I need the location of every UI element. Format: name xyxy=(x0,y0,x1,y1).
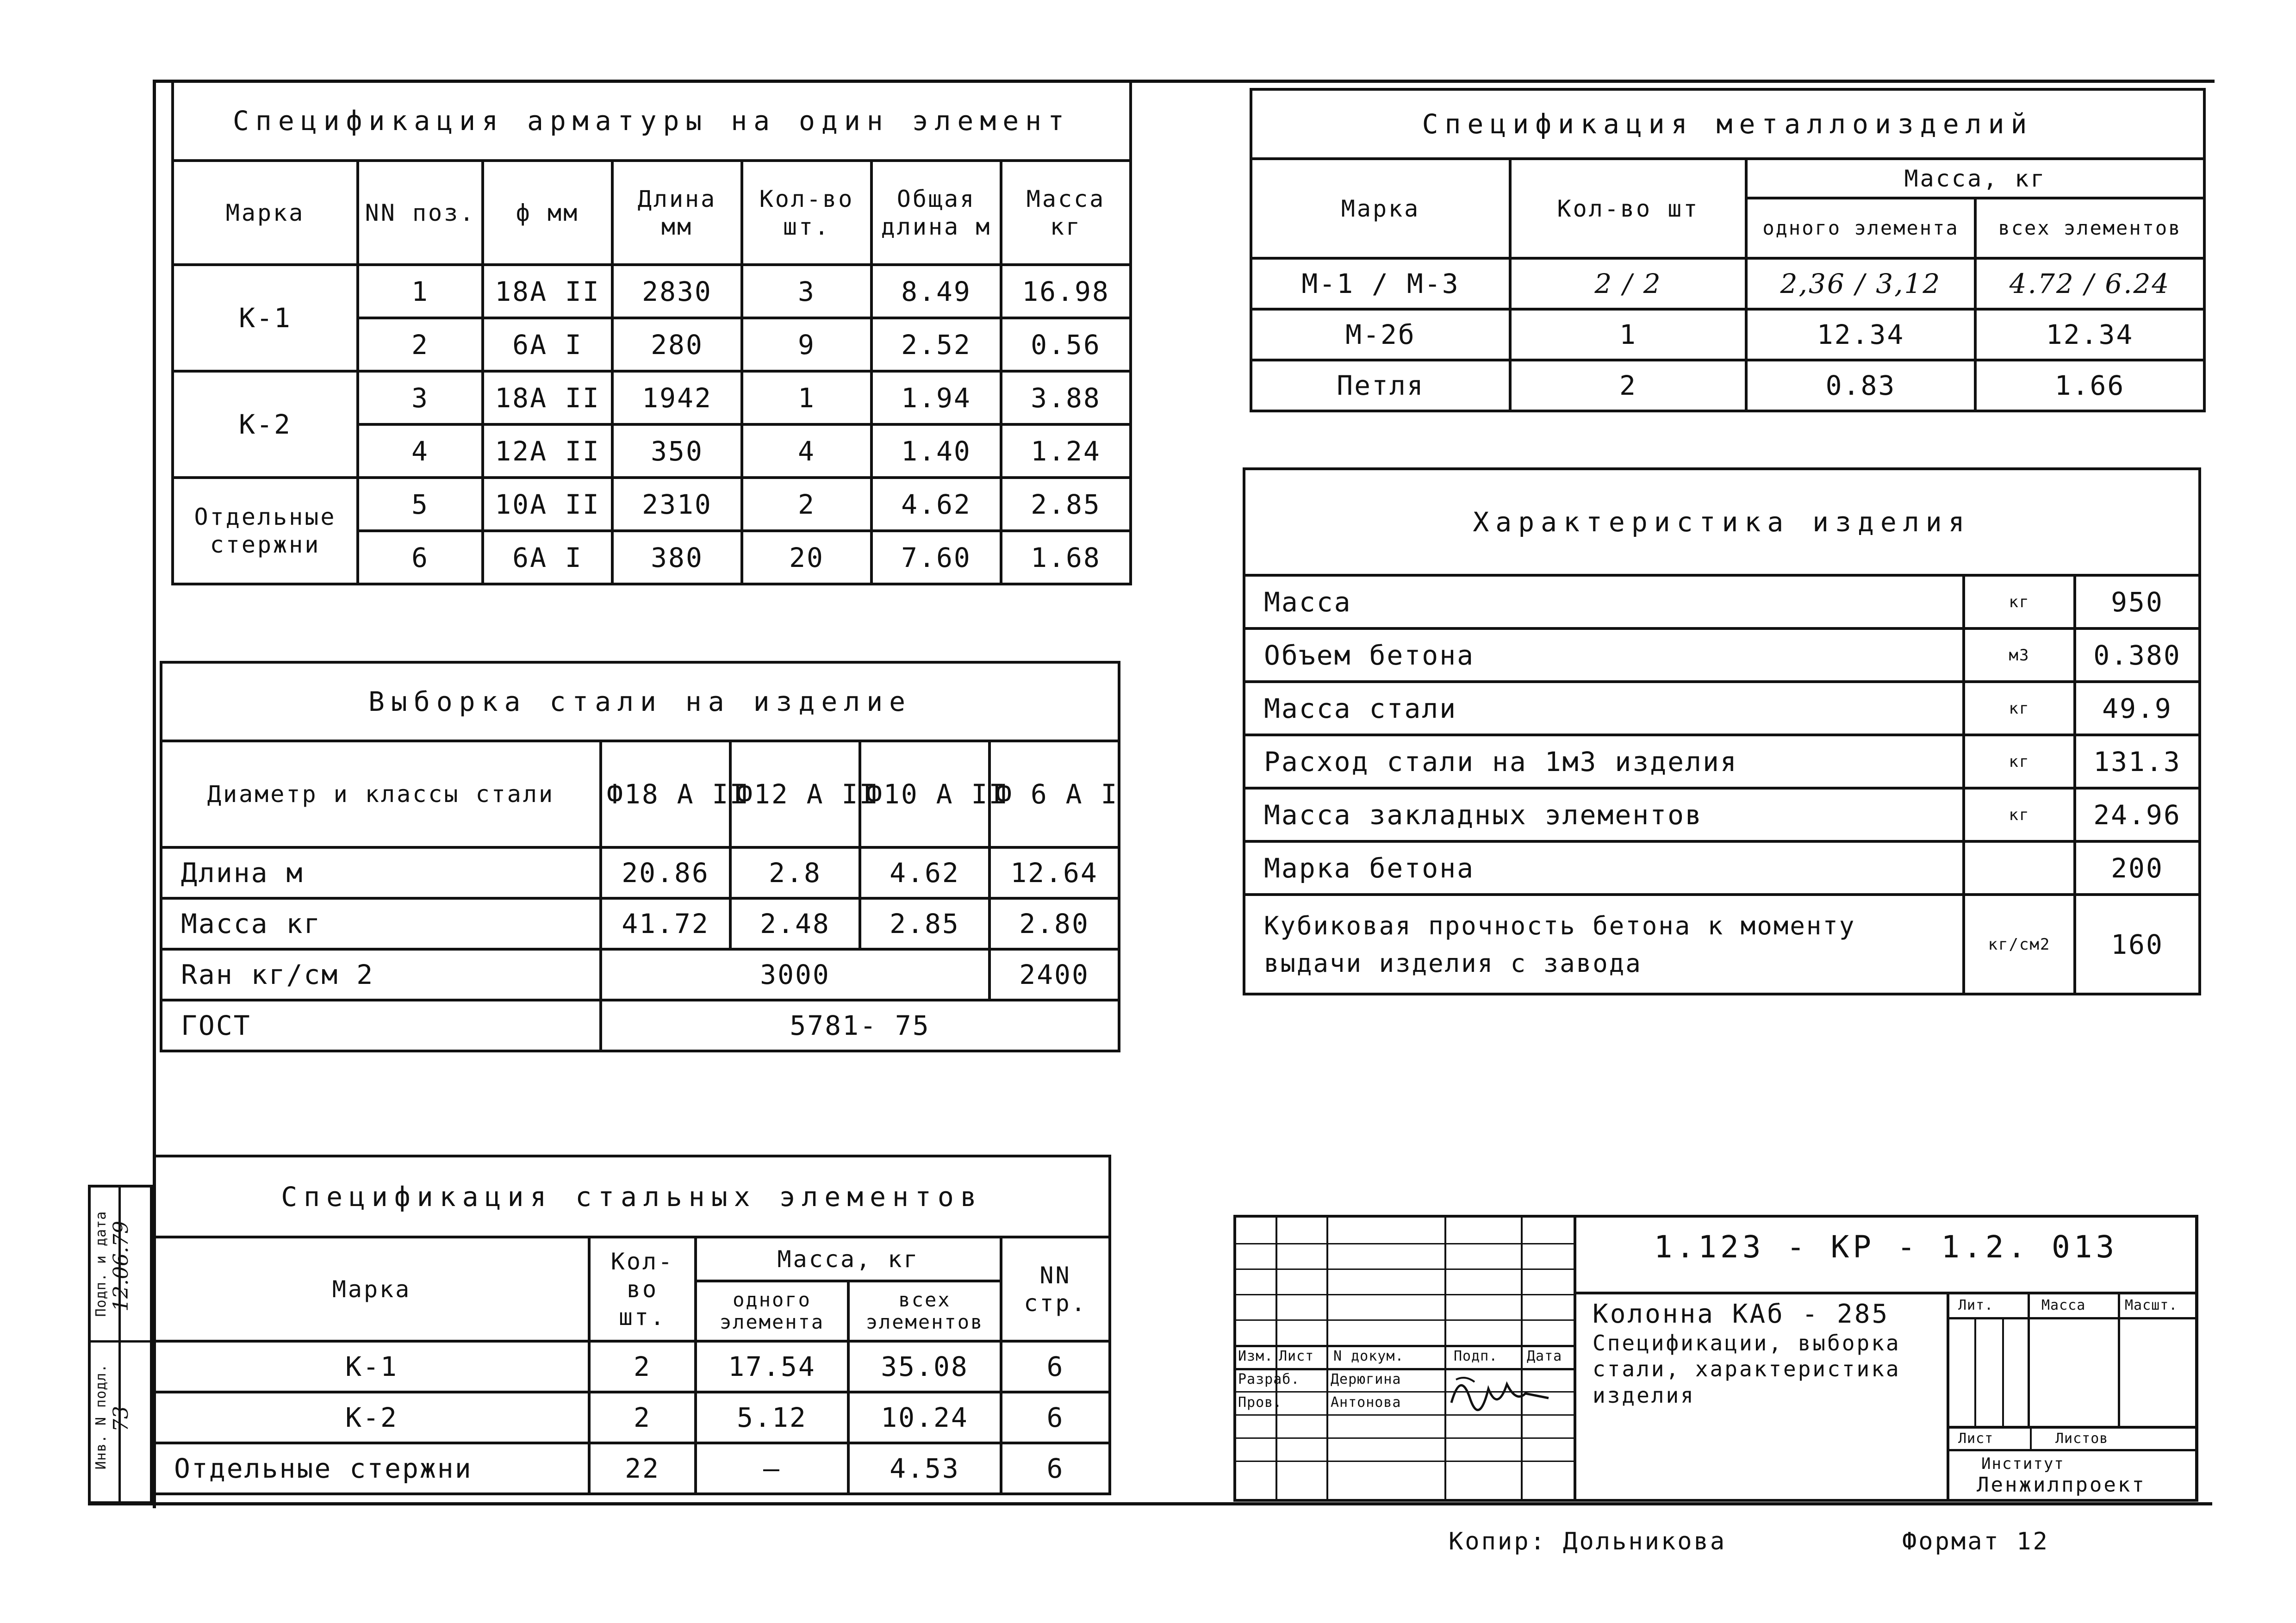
rebar-total: 8.49 xyxy=(871,265,1001,318)
char-value: 49.9 xyxy=(2075,682,2200,735)
table-row xyxy=(1244,841,2200,895)
metal-qty: 1 xyxy=(1510,309,1746,360)
metal-all: 1.66 xyxy=(1975,360,2204,411)
char-unit: кг xyxy=(1964,788,2075,841)
metal-mark: Петля xyxy=(1251,360,1510,411)
rebar-mark: К-2 xyxy=(173,371,358,478)
steel-elem-all: 35.08 xyxy=(848,1341,1001,1392)
tb-desc-line: стали, характеристика xyxy=(1593,1356,1901,1382)
table-row xyxy=(173,371,1131,424)
tb-desc-line: Спецификации, выборка xyxy=(1593,1331,1901,1356)
tb-mass: Масса xyxy=(2041,1297,2086,1313)
rebar-dia: 12А II xyxy=(483,424,612,478)
steel-length-label: Длина м xyxy=(161,847,601,898)
tb-sheets: Листов xyxy=(2055,1430,2109,1447)
steel-elem-mark: К-1 xyxy=(154,1341,589,1392)
tb-col-doc: N докум. xyxy=(1333,1348,1404,1364)
rebar-header-pos: NN поз. xyxy=(358,161,483,265)
metal-all: 12.34 xyxy=(1975,309,2204,360)
rebar-qty: 3 xyxy=(742,265,871,318)
rebar-total: 1.40 xyxy=(871,424,1001,478)
rebar-header-len: Длина мм xyxy=(612,161,742,265)
char-name-line2: выдачи изделия с завода xyxy=(1264,948,1642,978)
char-name xyxy=(1244,895,1964,994)
char-unit: кг xyxy=(1964,575,2075,628)
char-name-line1: Кубиковая прочность бетона к моменту xyxy=(1264,911,1856,940)
steel-elem-one: — xyxy=(696,1443,848,1494)
rebar-mass: 0.56 xyxy=(1001,318,1131,371)
steel-elem-header-page: NN стр. xyxy=(1001,1237,1110,1341)
steel-elem-page: 6 xyxy=(1001,1392,1110,1443)
table-row xyxy=(154,1443,1110,1494)
steel-elem-page: 6 xyxy=(1001,1443,1110,1494)
rebar-total: 2.52 xyxy=(871,318,1001,371)
rebar-dia: 18А II xyxy=(483,371,612,424)
metal-one: 12.34 xyxy=(1746,309,1975,360)
table-row xyxy=(173,478,1131,531)
char-unit xyxy=(1964,841,2075,895)
rebar-mark: Отдельные стержни xyxy=(173,478,358,584)
title-block xyxy=(1233,1215,2198,1502)
rebar-pos: 2 xyxy=(358,318,483,371)
steel-elem-qty: 2 xyxy=(589,1392,696,1443)
side-stamp xyxy=(88,1185,153,1504)
rebar-len: 280 xyxy=(612,318,742,371)
steel-length: 12.64 xyxy=(989,847,1119,898)
steel-elem-table xyxy=(153,1155,1111,1495)
metal-header-qty: Кол-во шт xyxy=(1510,159,1746,258)
rebar-dia: 6А I xyxy=(483,318,612,371)
rebar-dia: 18А II xyxy=(483,265,612,318)
table-row xyxy=(161,1000,1119,1051)
tb-code: 1.123 - КР - 1.2. 013 xyxy=(1654,1229,2118,1265)
metal-header-mass: Масса, кг xyxy=(1746,159,2204,198)
metal-header-mark: Марка xyxy=(1251,159,1510,258)
table-row xyxy=(1244,628,2200,682)
steel-mass: 2.48 xyxy=(730,898,860,949)
tb-scale: Масшт. xyxy=(2125,1297,2178,1313)
steel-elem-header-all: всех элементов xyxy=(848,1281,1001,1341)
char-value: 131.3 xyxy=(2075,735,2200,788)
char-name: Масса закладных элементов xyxy=(1244,788,1964,841)
char-unit: кг xyxy=(1964,735,2075,788)
metal-qty: 2 xyxy=(1510,360,1746,411)
steel-class: Ф10 А II xyxy=(860,741,989,847)
tb-institute: Институт xyxy=(1981,1455,2065,1473)
metal-all: 4.72 / 6.24 xyxy=(1975,258,2204,309)
metal-one: 2,36 / 3,12 xyxy=(1746,258,1975,309)
rebar-total: 1.94 xyxy=(871,371,1001,424)
steel-gost-value: 5781- 75 xyxy=(601,1000,1119,1051)
steel-elem-qty: 2 xyxy=(589,1341,696,1392)
table-row xyxy=(161,898,1119,949)
metal-header-all: всех элементов xyxy=(1975,198,2204,258)
frame-bottom-line xyxy=(88,1502,2212,1505)
steel-mass: 2.80 xyxy=(989,898,1119,949)
steel-elem-one: 5.12 xyxy=(696,1392,848,1443)
table-row xyxy=(1244,895,2200,994)
steel-sel-header-label: Диаметр и классы стали xyxy=(161,741,601,847)
tb-col-list: Лист xyxy=(1279,1348,1314,1364)
char-unit: кг xyxy=(1964,682,2075,735)
rebar-dia: 10А II xyxy=(483,478,612,531)
table-row xyxy=(154,1392,1110,1443)
rebar-header-qty: Кол-во шт. xyxy=(742,161,871,265)
tb-name: Дерюгина xyxy=(1331,1371,1401,1387)
steel-elem-one: 17.54 xyxy=(696,1341,848,1392)
rebar-total: 7.60 xyxy=(871,531,1001,584)
tb-col-izm: Изм. xyxy=(1238,1348,1274,1364)
steel-elem-mark: К-2 xyxy=(154,1392,589,1443)
steel-length: 4.62 xyxy=(860,847,989,898)
tb-col-sign: Подп. xyxy=(1454,1348,1498,1364)
tb-lit: Лит. xyxy=(1958,1297,1994,1313)
signature-image xyxy=(1447,1361,1553,1430)
table-row xyxy=(1244,788,2200,841)
table-row xyxy=(1244,735,2200,788)
tb-desc-line: изделия xyxy=(1593,1382,1695,1408)
steel-elem-all: 10.24 xyxy=(848,1392,1001,1443)
steel-class: Ф 6 А I xyxy=(989,741,1119,847)
rebar-len: 2310 xyxy=(612,478,742,531)
steel-elem-header-one: одного элемента xyxy=(696,1281,848,1341)
rebar-qty: 9 xyxy=(742,318,871,371)
table-row xyxy=(1251,360,2204,411)
table-row xyxy=(1251,258,2204,309)
rebar-mass: 1.68 xyxy=(1001,531,1131,584)
side-stamp-label-sign: Подп. и дата xyxy=(93,1211,109,1317)
char-value: 0.380 xyxy=(2075,628,2200,682)
rebar-spec-table xyxy=(171,80,1132,585)
steel-mass: 2.85 xyxy=(860,898,989,949)
steel-elem-all: 4.53 xyxy=(848,1443,1001,1494)
tb-sheet: Лист xyxy=(1958,1430,1994,1447)
char-name: Масса стали xyxy=(1244,682,1964,735)
char-value: 200 xyxy=(2075,841,2200,895)
footer-copied: Копир: Дольникова xyxy=(1449,1528,1727,1555)
rebar-qty: 2 xyxy=(742,478,871,531)
table-row xyxy=(1244,575,2200,628)
metal-spec-table xyxy=(1250,88,2206,412)
steel-sel-table xyxy=(160,661,1120,1052)
rebar-mass: 1.24 xyxy=(1001,424,1131,478)
table-row xyxy=(1251,309,2204,360)
steel-elem-mark: Отдельные стержни xyxy=(154,1443,589,1494)
rebar-dia: 6А I xyxy=(483,531,612,584)
steel-elem-header-mark: Марка xyxy=(154,1237,589,1341)
char-name: Расход стали на 1м3 изделия xyxy=(1244,735,1964,788)
rebar-len: 350 xyxy=(612,424,742,478)
steel-elem-page: 6 xyxy=(1001,1341,1110,1392)
char-unit: м3 xyxy=(1964,628,2075,682)
rebar-len: 2830 xyxy=(612,265,742,318)
rebar-spec-title: Спецификация арматуры на один элемент xyxy=(173,81,1131,161)
side-stamp-label-inv: Инв. N подл. xyxy=(93,1363,109,1470)
rebar-len: 380 xyxy=(612,531,742,584)
rebar-pos: 6 xyxy=(358,531,483,584)
metal-qty: 2 / 2 xyxy=(1510,258,1746,309)
char-value: 24.96 xyxy=(2075,788,2200,841)
rebar-header-mark: Марка xyxy=(173,161,358,265)
rebar-header-mass: Масса кг xyxy=(1001,161,1131,265)
rebar-pos: 1 xyxy=(358,265,483,318)
steel-ra-value: 2400 xyxy=(989,949,1119,1000)
rebar-qty: 20 xyxy=(742,531,871,584)
tb-desc-line: Колонна КАб - 285 xyxy=(1593,1299,1890,1329)
tb-desc xyxy=(1593,1299,1954,1408)
table-row xyxy=(1244,682,2200,735)
steel-ra-label: Rан кг/см 2 xyxy=(161,949,601,1000)
char-name: Масса xyxy=(1244,575,1964,628)
side-stamp-date: 12.06.79 xyxy=(109,1221,133,1312)
steel-elem-qty: 22 xyxy=(589,1443,696,1494)
steel-length: 20.86 xyxy=(601,847,730,898)
steel-elem-header-qty: Кол-во шт. xyxy=(589,1237,696,1341)
table-row xyxy=(161,847,1119,898)
rebar-total: 4.62 xyxy=(871,478,1001,531)
steel-gost-label: ГОСТ xyxy=(161,1000,601,1051)
steel-class: Ф12 А II xyxy=(730,741,860,847)
steel-elem-title: Спецификация стальных элементов xyxy=(154,1156,1110,1237)
rebar-header-dia: ф мм xyxy=(483,161,612,265)
rebar-qty: 4 xyxy=(742,424,871,478)
side-stamp-inv-value: 73 xyxy=(109,1406,133,1432)
steel-mass: 41.72 xyxy=(601,898,730,949)
product-char-table xyxy=(1243,467,2201,995)
steel-ra-value: 3000 xyxy=(601,949,989,1000)
tb-role: Разраб. xyxy=(1238,1371,1300,1387)
steel-length: 2.8 xyxy=(730,847,860,898)
metal-header-one: одного элемента xyxy=(1746,198,1975,258)
rebar-mark: К-1 xyxy=(173,265,358,371)
rebar-qty: 1 xyxy=(742,371,871,424)
steel-elem-header-mass: Масса, кг xyxy=(696,1237,1001,1281)
rebar-header-total: Общая длина м xyxy=(871,161,1001,265)
tb-institute-name: Ленжилпроект xyxy=(1977,1473,2146,1497)
table-row xyxy=(154,1341,1110,1392)
metal-one: 0.83 xyxy=(1746,360,1975,411)
steel-sel-title: Выборка стали на изделие xyxy=(161,662,1119,741)
rebar-len: 1942 xyxy=(612,371,742,424)
rebar-mass: 2.85 xyxy=(1001,478,1131,531)
rebar-pos: 4 xyxy=(358,424,483,478)
rebar-mass: 3.88 xyxy=(1001,371,1131,424)
rebar-pos: 3 xyxy=(358,371,483,424)
tb-name: Антонова xyxy=(1331,1394,1401,1411)
table-row xyxy=(173,265,1131,318)
metal-spec-title: Спецификация металлоизделий xyxy=(1251,89,2204,159)
rebar-mass: 16.98 xyxy=(1001,265,1131,318)
tb-col-date: Дата xyxy=(1527,1348,1562,1364)
product-char-title: Характеристика изделия xyxy=(1244,469,2200,575)
steel-class: Ф18 А II xyxy=(601,741,730,847)
char-value: 160 xyxy=(2075,895,2200,994)
char-name: Объем бетона xyxy=(1244,628,1964,682)
steel-mass-label: Масса кг xyxy=(161,898,601,949)
tb-role: Пров. xyxy=(1238,1394,1282,1411)
footer-format: Формат 12 xyxy=(1902,1528,2049,1555)
char-value: 950 xyxy=(2075,575,2200,628)
table-row xyxy=(161,949,1119,1000)
char-name: Марка бетона xyxy=(1244,841,1964,895)
metal-mark: М-2б xyxy=(1251,309,1510,360)
rebar-pos: 5 xyxy=(358,478,483,531)
metal-mark: М-1 / М-3 xyxy=(1251,258,1510,309)
char-unit: кг/см2 xyxy=(1964,895,2075,994)
